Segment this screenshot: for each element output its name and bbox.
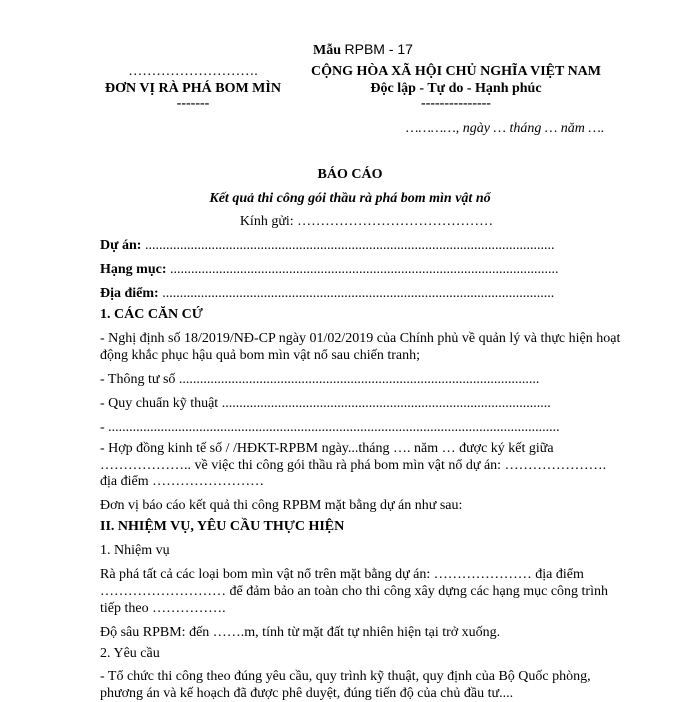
motto-separator: --------------- bbox=[421, 96, 491, 111]
decree-line-1: - Nghị định số 18/2019/NĐ-CP ngày 01/02/2019 của Chính phủ về quản lý và thực hiện hoạt bbox=[100, 331, 621, 346]
contract-line-2: ……………….. về việc thi công gói thầu rà phá bom mìn vật nổ dự án: …………………. bbox=[100, 458, 607, 473]
task-line-3: tiếp theo ……………. bbox=[100, 601, 226, 616]
task-line-2: ……………………… để đảm bảo an toàn cho thi công xây dựng các hạng mục công trình bbox=[100, 584, 608, 599]
project-label: Dự án: bbox=[100, 238, 142, 253]
item-label: Hạng mục: bbox=[100, 262, 167, 277]
depth-line: Độ sâu RPBM: đến …….m, tính từ mặt đất tự nhiên hiện tại trở xuống. bbox=[100, 625, 501, 640]
form-code-prefix: Mẫu bbox=[313, 43, 341, 58]
report-intro: Đơn vị báo cáo kết quả thi công RPBM mặt bằng dự án như sau: bbox=[100, 498, 463, 513]
country-name: CỘNG HÒA XÃ HỘI CHỦ NGHĨA VIỆT NAM bbox=[310, 64, 601, 79]
location-dots: ................................................................................................................ bbox=[158, 286, 555, 301]
report-title: BÁO CÁO bbox=[317, 167, 383, 182]
location-field bbox=[100, 286, 554, 302]
circular-line: - Thông tư số ....................................................................................................... bbox=[100, 372, 540, 387]
contract-line-3: địa điểm …………………… bbox=[100, 474, 265, 489]
report-subtitle: Kết quả thi công gói thầu rà phá bom mìn vật nổ bbox=[209, 191, 491, 206]
requirement-line-2: phương án và kế hoạch đã được phê duyệt, đúng tiến độ của chủ đầu tư.... bbox=[100, 686, 514, 701]
location-label: Địa điểm: bbox=[100, 286, 159, 301]
form-code bbox=[313, 41, 413, 59]
blank-basis-line: - ................................................................................................................................. bbox=[100, 420, 560, 435]
form-code-number: RPBM - 17 bbox=[344, 41, 413, 57]
date-line: …………, ngày … tháng … năm …. bbox=[406, 121, 605, 136]
task-line-1: Rà phá tất cả các loại bom mìn vật nổ trên mặt bằng dự án: ………………… địa điểm bbox=[100, 567, 584, 582]
item-dots: ............................................................................................................... bbox=[166, 262, 559, 277]
project-field bbox=[100, 238, 554, 254]
standard-line: - Quy chuẩn kỹ thuật .............................................................................................. bbox=[100, 396, 551, 411]
org-name: ĐƠN VỊ RÀ PHÁ BOM MÌN bbox=[105, 81, 281, 96]
motto: Độc lập - Tự do - Hạnh phúc bbox=[370, 81, 542, 96]
org-name-dots: ………………………. bbox=[128, 64, 258, 79]
task-heading: 1. Nhiệm vụ bbox=[100, 543, 170, 558]
section2-heading: II. NHIỆM VỤ, YÊU CẦU THỰC HIỆN bbox=[100, 519, 345, 534]
contract-line-1: - Hợp đồng kinh tế số / /HĐKT-RPBM ngày...tháng …. năm … được ký kết giữa bbox=[100, 441, 554, 456]
recipient-line: Kính gửi: …………………………………… bbox=[239, 214, 494, 229]
requirement-heading: 2. Yêu cầu bbox=[100, 646, 160, 661]
org-separator: ------- bbox=[176, 96, 210, 111]
requirement-line-1: - Tổ chức thi công theo đúng yêu cầu, quy trình kỹ thuật, quy định của Bộ Quốc phòng, bbox=[100, 669, 591, 684]
decree-line-2: động khắc phục hậu quả bom mìn vật nổ sau chiến tranh; bbox=[100, 348, 420, 363]
item-field bbox=[100, 262, 559, 278]
project-dots: ..................................................................................................................... bbox=[141, 238, 555, 253]
section1-heading: 1. CÁC CĂN CỨ bbox=[100, 307, 203, 322]
